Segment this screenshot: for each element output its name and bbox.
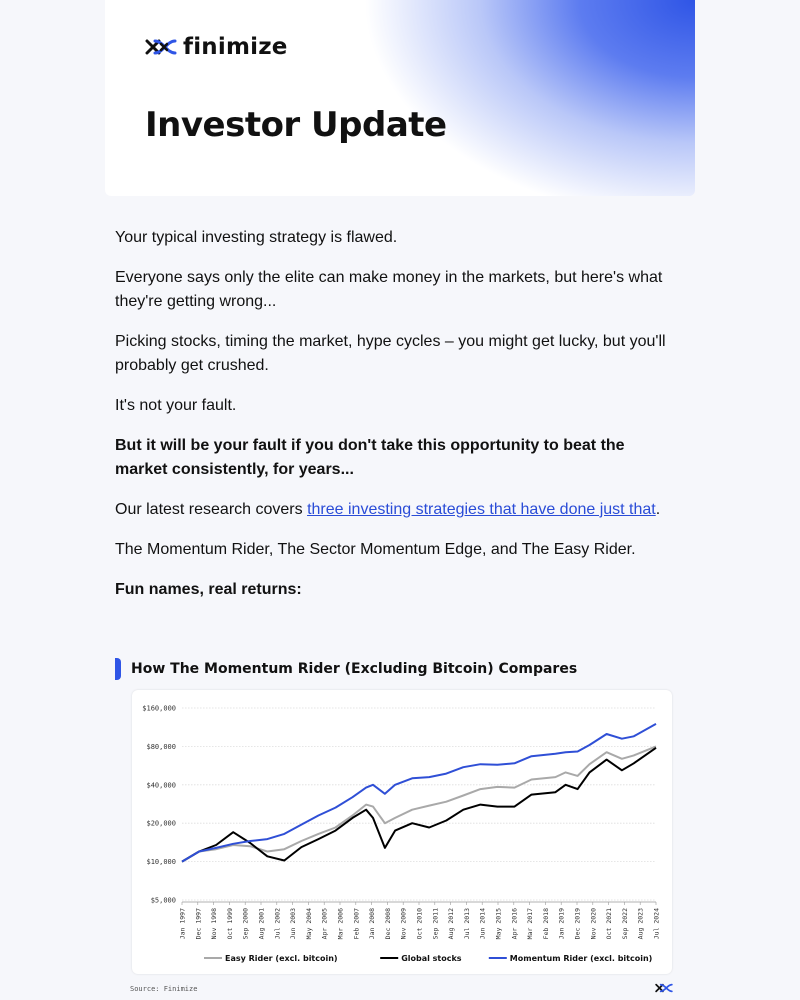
chart-heading	[115, 658, 577, 680]
chart-title-accent	[115, 658, 121, 680]
x-tick-label: Mar 2006	[336, 908, 345, 940]
x-tick-label: Jun 2014	[478, 908, 487, 940]
email-body	[115, 226, 675, 618]
x-tick-label: Nov 1998	[210, 908, 219, 940]
x-tick-label: Aug 2023	[636, 908, 645, 940]
x-tick-label: May 2004	[304, 908, 313, 940]
legend-label: Easy Rider (excl. bitcoin)	[225, 954, 338, 963]
x-tick-label: Apr 2005	[320, 908, 329, 940]
chart-card	[132, 690, 672, 974]
x-tick-label: Oct 2021	[605, 908, 614, 940]
paragraph-3: Picking stocks, timing the market, hype cycles – you might get lucky, but you'll probably get crushed.	[115, 333, 666, 374]
chart-title: How The Momentum Rider (Excluding Bitcoin) Compares	[131, 661, 578, 677]
legend-label: Global stocks	[401, 954, 462, 963]
paragraph-6-text: Our latest research covers	[115, 501, 308, 518]
y-tick-label: $40,000	[146, 781, 176, 790]
y-tick-label: $20,000	[146, 819, 176, 828]
paragraph-4: It's not your fault.	[115, 397, 237, 414]
legend-label: Momentum Rider (excl. bitcoin)	[509, 954, 653, 963]
x-tick-label: Dec 1997	[194, 908, 203, 940]
x-tick-label: Aug 2012	[447, 908, 456, 940]
line-chart	[132, 690, 672, 974]
y-tick-label: $80,000	[146, 742, 176, 751]
x-tick-label: Sep 2011	[431, 908, 440, 940]
paragraph-2: Everyone says only the elite can make money in the markets, but here's what they're getting wrong...	[115, 269, 663, 310]
x-tick-label: Jul 2013	[462, 908, 471, 940]
x-tick-label: Nov 2020	[589, 908, 598, 940]
x-tick-label: Jul 2002	[273, 908, 282, 940]
series-momentum-rider-line	[182, 724, 656, 862]
email-header	[105, 0, 695, 196]
research-link[interactable]: three investing strategies that have done just that	[307, 501, 656, 518]
x-tick-label: Sep 2000	[241, 908, 250, 940]
chart-source: Source: Finimize	[130, 985, 198, 993]
x-tick-label: Apr 2016	[510, 908, 519, 940]
series-global-stocks-line	[182, 748, 656, 862]
x-tick-label: Jan 2008	[368, 908, 377, 940]
paragraph-7: The Momentum Rider, The Sector Momentum Edge, and The Easy Rider.	[115, 541, 636, 558]
paragraph-6-end: .	[655, 501, 661, 518]
x-tick-label: Mar 2017	[526, 908, 535, 940]
x-tick-label: Dec 2008	[383, 908, 392, 940]
x-tick-label: Aug 2001	[257, 908, 266, 940]
paragraph-8-emphasis: Fun names, real returns:	[115, 581, 302, 598]
x-tick-label: Jan 1997	[178, 908, 187, 940]
x-tick-label: Feb 2018	[541, 908, 550, 940]
x-tick-label: Nov 2009	[399, 908, 408, 940]
x-tick-label: Jan 2019	[557, 908, 566, 940]
x-tick-label: Dec 2019	[573, 908, 582, 940]
x-tick-label: Feb 2007	[352, 908, 361, 940]
brand-logo[interactable]	[145, 34, 288, 60]
x-tick-label: May 2015	[494, 908, 503, 940]
x-tick-label: Jul 2024	[652, 908, 661, 940]
y-tick-label: $5,000	[150, 896, 176, 905]
brand-name: finimize	[183, 34, 288, 60]
page-title: Investor Update	[145, 105, 447, 145]
y-tick-label: $10,000	[146, 858, 176, 867]
paragraph-1: Your typical investing strategy is flawed.	[115, 229, 398, 246]
x-tick-label: Oct 2010	[415, 908, 424, 940]
x-tick-label: Oct 1999	[225, 908, 234, 940]
finimize-footer-icon	[655, 981, 673, 995]
finimize-logo-icon	[145, 35, 177, 59]
paragraph-5-emphasis: But it will be your fault if you don't take this opportunity to beat the market consistently, for years...	[115, 437, 625, 478]
paragraph-6	[115, 498, 675, 522]
x-tick-label: Sep 2022	[620, 908, 629, 940]
x-tick-label: Jun 2003	[289, 908, 298, 940]
y-tick-label: $160,000	[142, 704, 176, 713]
